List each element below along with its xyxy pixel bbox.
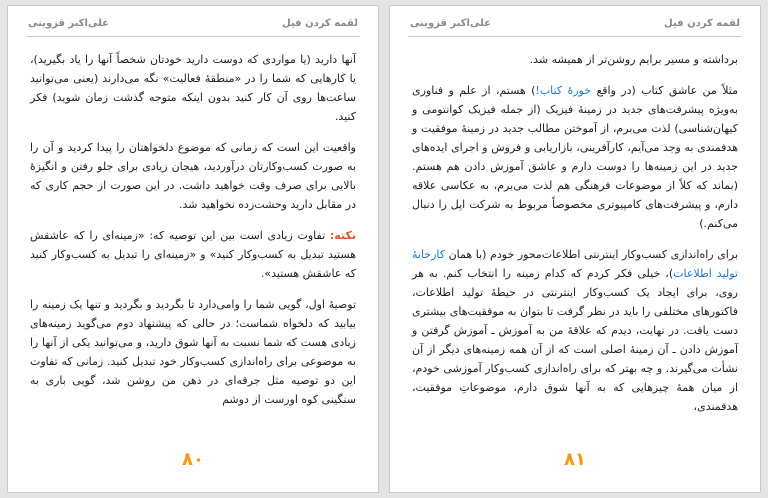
page-number: ۸۰ [182,449,204,470]
header-author: علی‌اکبر قزوینی [410,18,491,29]
header-rule [26,36,360,37]
note-label: نکته: [329,229,356,242]
page-body [412,50,738,428]
page-body [30,50,356,421]
info-factory-link[interactable]: کارخانهٔ تولید اطلاعات [412,248,738,280]
text-run: برای راه‌اندازی کسب‌وکار اینترنتی اطلاعات‌محور خودم (با همان [445,248,738,261]
left-page [8,6,378,492]
text-run: ) هستم، از علم و فناوری به‌ویژه پیشرفت‌های جدید در زمینهٔ فیزیک (از جمله فیزیک کوانتومی و کیهان‌شناسی) لذت می‌برم، از آموختن مطالب جدید در زمینهٔ موفقیت و هدفمندی به وجد می‌آیم، کارآفرینی، بازاریابی و فروش و اجرای ایده‌های جدید در این زمینه‌ها را دوست دارم و عاشق آموزش دادن هم هستم. (بماند که کلاً از موضوعات فرهنگی هم لذت می‌برم، به عکاسی علاقه دارم، و پیشرفت‌های کامپیوتری مخصوصاً مربوط به شرکت اپل را دنبال می‌کنم.) [412,84,738,230]
page-number: ۸۱ [564,449,586,470]
page-header [28,18,358,34]
paragraph [412,81,738,233]
right-page [390,6,760,492]
text-run: مثلاً من عاشق کتاب (در واقع [591,84,738,97]
paragraph: آنها دارید (یا مواردی که دوست دارید خودتان شخصاً آنها را یاد بگیرید)، یا کارهایی که شما را در «منطقهٔ فعالیت» نگه می‌دارند (یعنی می‌توانید ساعت‌ها روی آن کار کنید بدون اینکه متوجه گذشت زمان شوید) فکر کنید. [30,53,356,123]
text-run: )، خیلی فکر کردم که کدام زمینه را انتخاب کنم. به هر روی، برای ایجاد یک کسب‌وکار اینترنتی در حیطهٔ تولید اطلاعات، فاکتورهای مختلفی را باید در نظر گرفت تا بتوان به موفقیت‌های بیشتری دست یافت. در نهایت، دیدم که علاقهٔ من به آموزش ـ آموزش گرفتن و آموزش دادن ـ آن زمینهٔ اصلی است که از آن همه زمینه‌های دیگر از آن نشأت می‌گیرند. و چه بهتر که برای راه‌اندازی کسب‌وکار آموزشی خودم، از میان همهٔ چیزهایی که به آنها شوق دارم، موضوعاتِ موفقیت، هدفمندی، [412,267,738,413]
header-author: علی‌اکبر قزوینی [28,18,109,29]
note-paragraph [30,226,356,283]
header-rule [408,36,742,37]
book-worm-link[interactable]: خورهٔ کتاب! [535,84,592,97]
header-title: لقمه کردن فیل [282,18,358,29]
paragraph [412,245,738,416]
note-text: تفاوت زیادی است بین این توصیه که: «زمینه‌ای را که عاشقش هستید تبدیل به کسب‌وکار کنید» و «زمینه‌ای را تبدیل به کسب‌وکار کنید که عاشقش هستید». [30,229,356,280]
paragraph: برداشته و مسیر برایم روشن‌تر از همیشه شد. [529,53,738,66]
paragraph: واقعیت این است که زمانی که موضوع دلخواهتان را پیدا کردید و آن را به صورت کسب‌وکارتان درآوردید، هیجان زیادی برای جلو رفتن و انگیزهٔ بالایی برای صرف وقت خواهید داشت. در این صورت از حجم کاری که در مقابل دارید وحشت‌زده نخواهید شد. [30,141,356,211]
page-header [410,18,740,34]
header-title: لقمه کردن فیل [664,18,740,29]
paragraph: توصیهٔ اول، گویی شما را وامی‌دارد تا بگردید و بگردید و تنها یک زمینه را بیابید که دلخواه شماست؛ در حالی که پیشنهاد دوم می‌گوید زمینه‌های زیادی هست که شما نسبت به آنها شوق دارید، و می‌توانید یکی از آنها را به موضوعی برای راه‌اندازی کسب‌وکار خود تبدیل کنید. زمانی که تفاوت این دو توصیه مثل جرقه‌ای در ذهن من روشن شد، گویی باری به سنگینی کوه اورست از دوشم [30,298,356,406]
